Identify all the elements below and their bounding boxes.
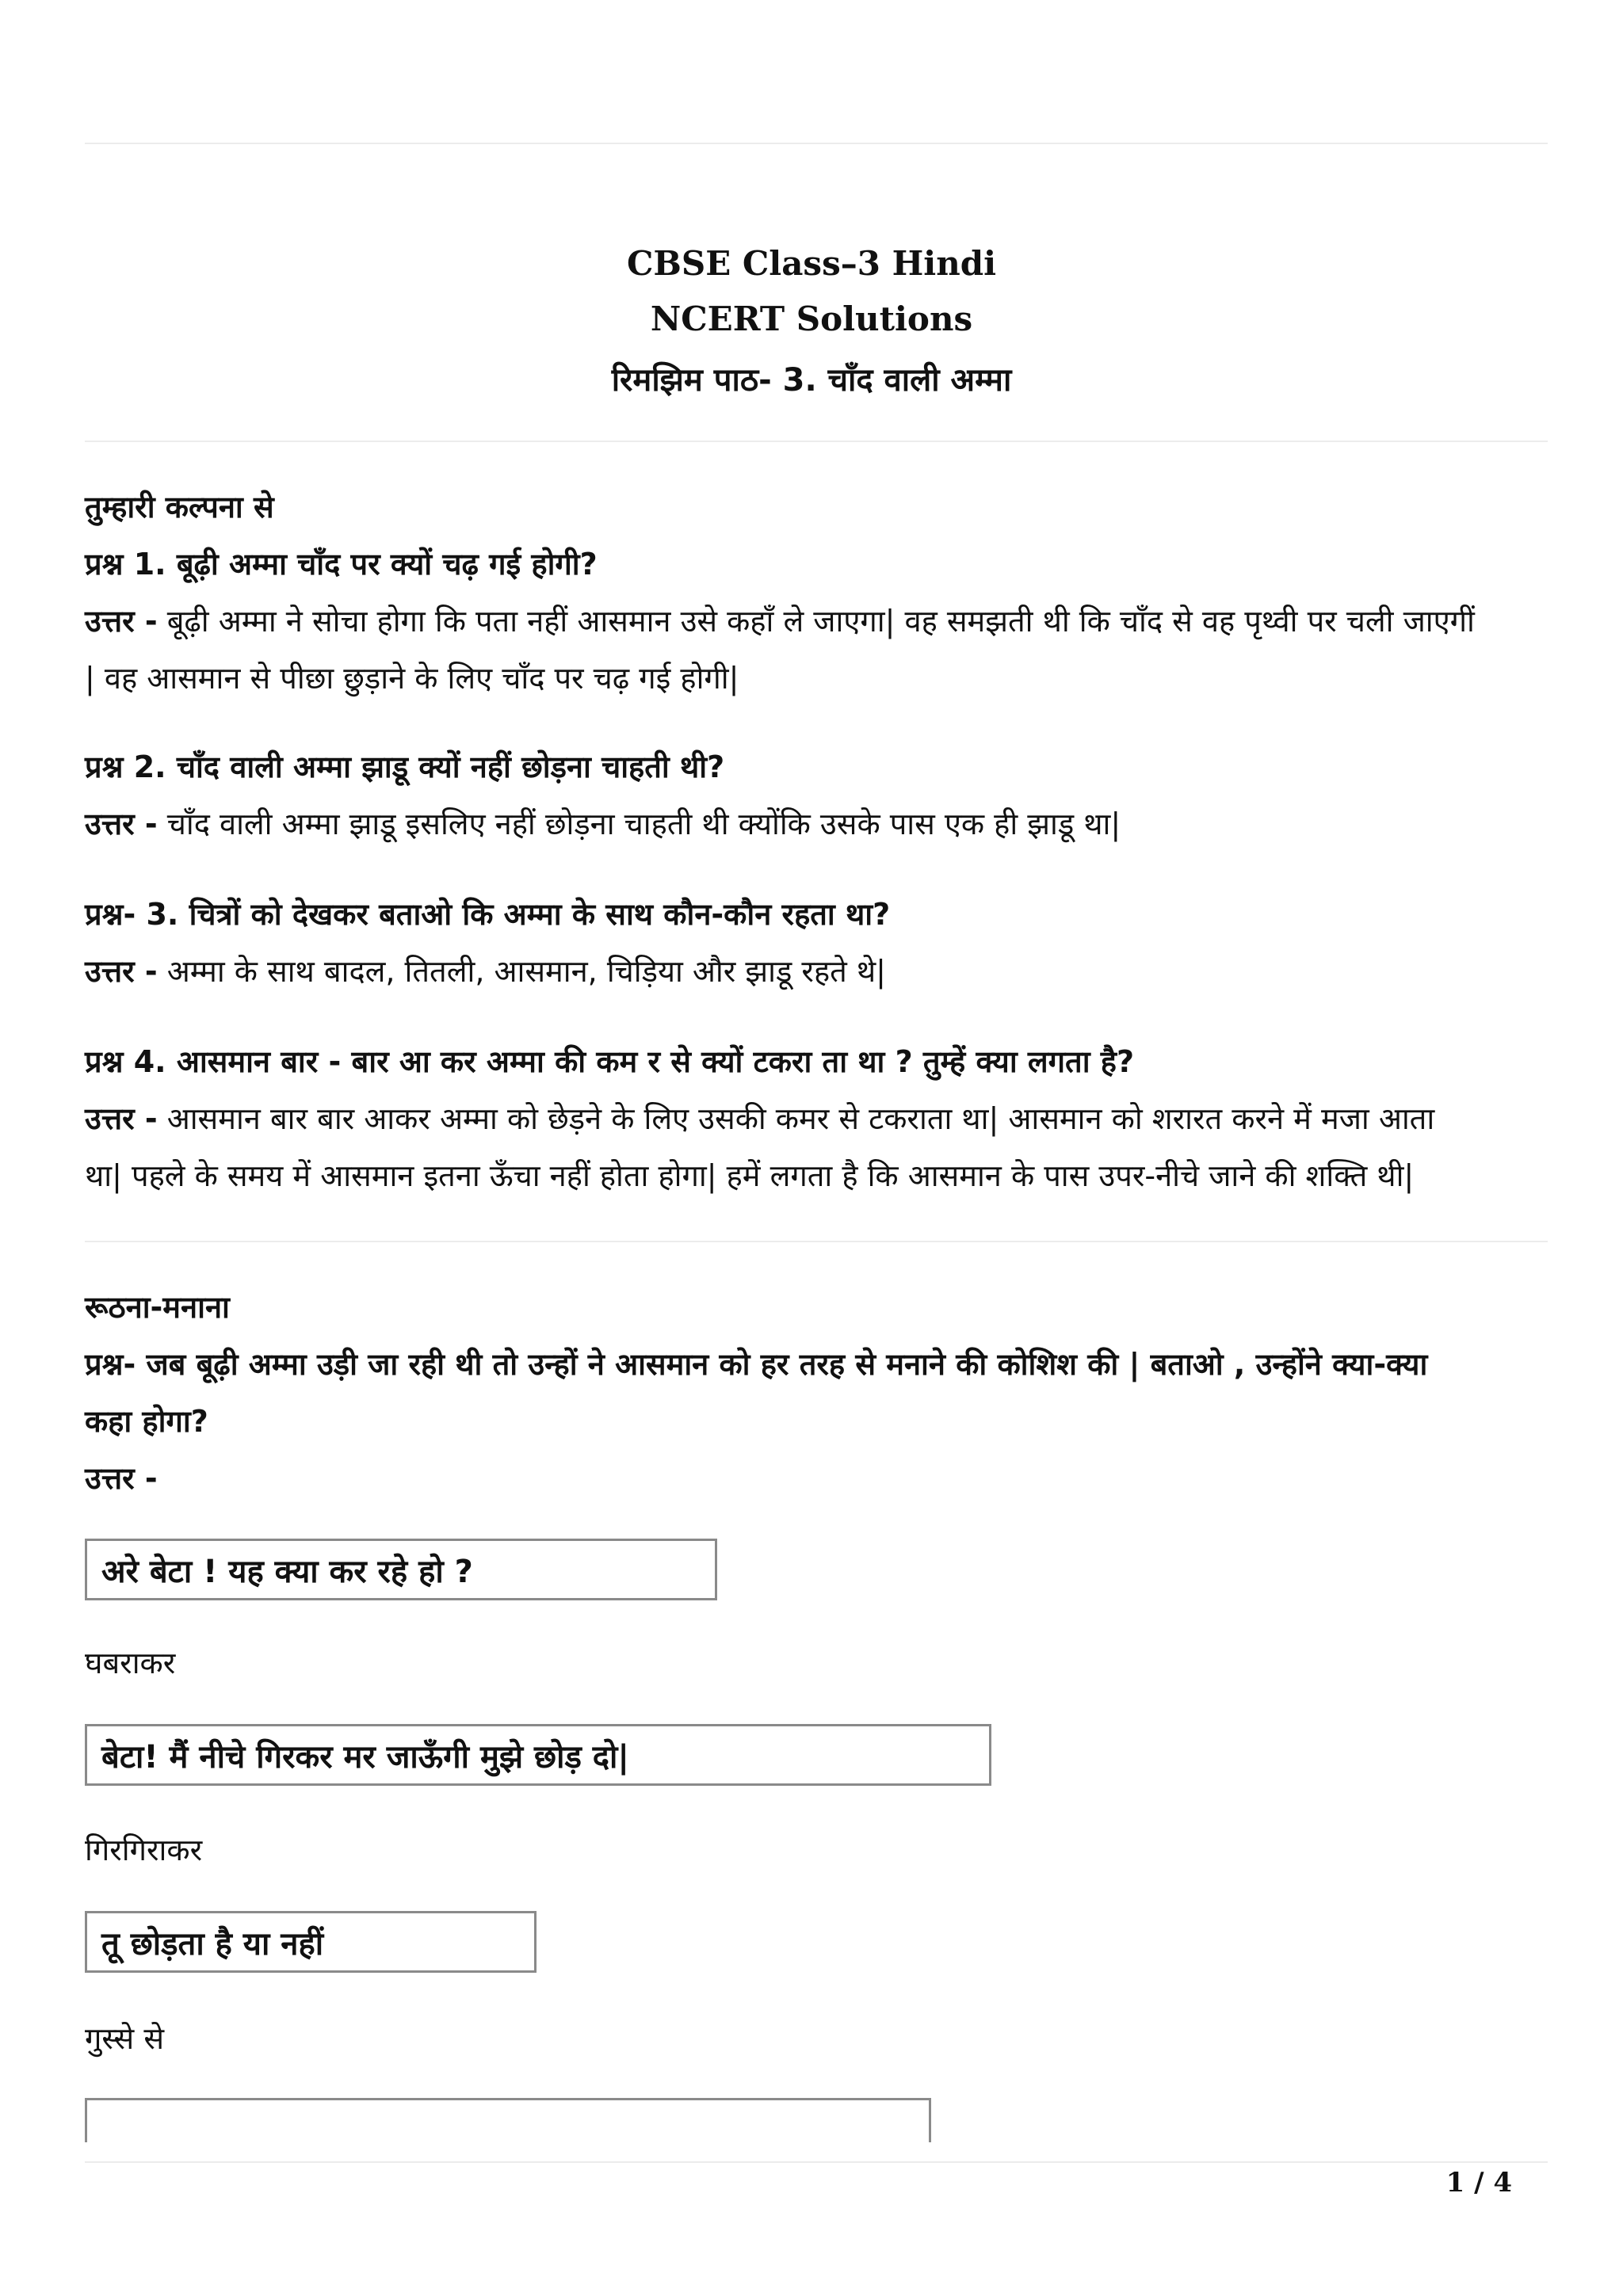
answer-1-line1: [85, 593, 1548, 650]
question-1: प्रश्न 1. बूढ़ी अम्मा चाँद पर क्यों चढ़ गई होगी?: [85, 547, 598, 582]
doc-title-line3: रिमझिम पाठ- 3. चाँद वाली अम्मा: [611, 362, 1012, 399]
answer-1-line2: | वह आसमान से पीछा छुड़ाने के लिए चाँद पर चढ़ गई होगी|: [85, 661, 739, 696]
page-number: 1 / 4: [1445, 2167, 1512, 2199]
question-4: प्रश्न 4. आसमान बार - बार आ कर अम्मा की कम र से क्यों टकरा ता था ? तुम्हें क्या लगता है?: [85, 1044, 1134, 1079]
emotion-label-gusse-se: गुस्से से: [85, 2021, 165, 2056]
answer-text: आसमान बार बार आकर अम्मा को छेड़ने के लिए उसकी कमर से टकराता था| आसमान को शरारत करने में मजा आता: [157, 1101, 1435, 1136]
emotion-label-girgirakar: गिरगिराकर: [85, 1833, 203, 1867]
top-rule: [85, 143, 1548, 144]
answer-5-label: उत्तर -: [85, 1461, 158, 1496]
answer-box-3: तू छोड़ता है या नहीं: [85, 1911, 537, 1973]
answer-label: उत्तर -: [85, 604, 158, 639]
answer-label: उत्तर -: [85, 807, 158, 841]
answer-4-line2: था| पहले के समय में आसमान इतना ऊँचा नहीं होता होगा| हमें लगता है कि आसमान के पास उपर-नीचे जाने की शक्ति थी|: [85, 1158, 1415, 1193]
header-rule: [85, 441, 1548, 442]
section-rule: [85, 1241, 1548, 1242]
section-heading-kalpana: तुम्हारी कल्पना से: [85, 490, 274, 524]
answer-box-4: [85, 2098, 931, 2142]
doc-title-line1: CBSE Class–3 Hindi: [626, 244, 997, 283]
answer-box-1: अरे बेटा ! यह क्या कर रहे हो ?: [85, 1539, 717, 1600]
doc-title-line2: NCERT Solutions: [650, 299, 973, 338]
question-3: प्रश्न- 3. चित्रों को देखकर बताओ कि अम्मा के साथ कौन-कौन रहता था?: [85, 897, 891, 932]
answer-label: उत्तर -: [85, 954, 158, 989]
section-heading-ruthna: रूठना-मनाना: [85, 1290, 230, 1325]
answer-label: उत्तर -: [85, 1101, 158, 1136]
footer-rule: [85, 2161, 1548, 2163]
answer-text: बूढ़ी अम्मा ने सोचा होगा कि पता नहीं आसमान उसे कहाँ ले जाएगा| वह समझती थी कि चाँद से वह पृथ्वी पर चली जाएगीं: [157, 604, 1475, 639]
question-5-line1: प्रश्न- जब बूढ़ी अम्मा उड़ी जा रही थी तो उन्हों ने आसमान को हर तरह से मनाने की कोशिश की | बताओ , उन्होंने क्या-क्या: [85, 1347, 1428, 1382]
answer-4-line1: [85, 1090, 1548, 1147]
answer-text: चाँद वाली अम्मा झाडू इसलिए नहीं छोड़ना चाहती थी क्योंकि उसके पास एक ही झाडू था|: [157, 807, 1121, 841]
answer-2: [85, 795, 1548, 852]
answer-3: [85, 943, 1548, 1000]
answer-box-2: बेटा! मैं नीचे गिरकर मर जाऊँगी मुझे छोड़ दो|: [85, 1724, 991, 1786]
answer-text: अम्मा के साथ बादल, तितली, आसमान, चिड़िया और झाडू रहते थे|: [157, 954, 886, 989]
emotion-label-ghabrakar: घबराकर: [85, 1646, 176, 1680]
question-2: प्रश्न 2. चाँद वाली अम्मा झाडू क्यों नहीं छोड़ना चाहती थी?: [85, 749, 725, 784]
question-5-line2: कहा होगा?: [85, 1404, 208, 1439]
